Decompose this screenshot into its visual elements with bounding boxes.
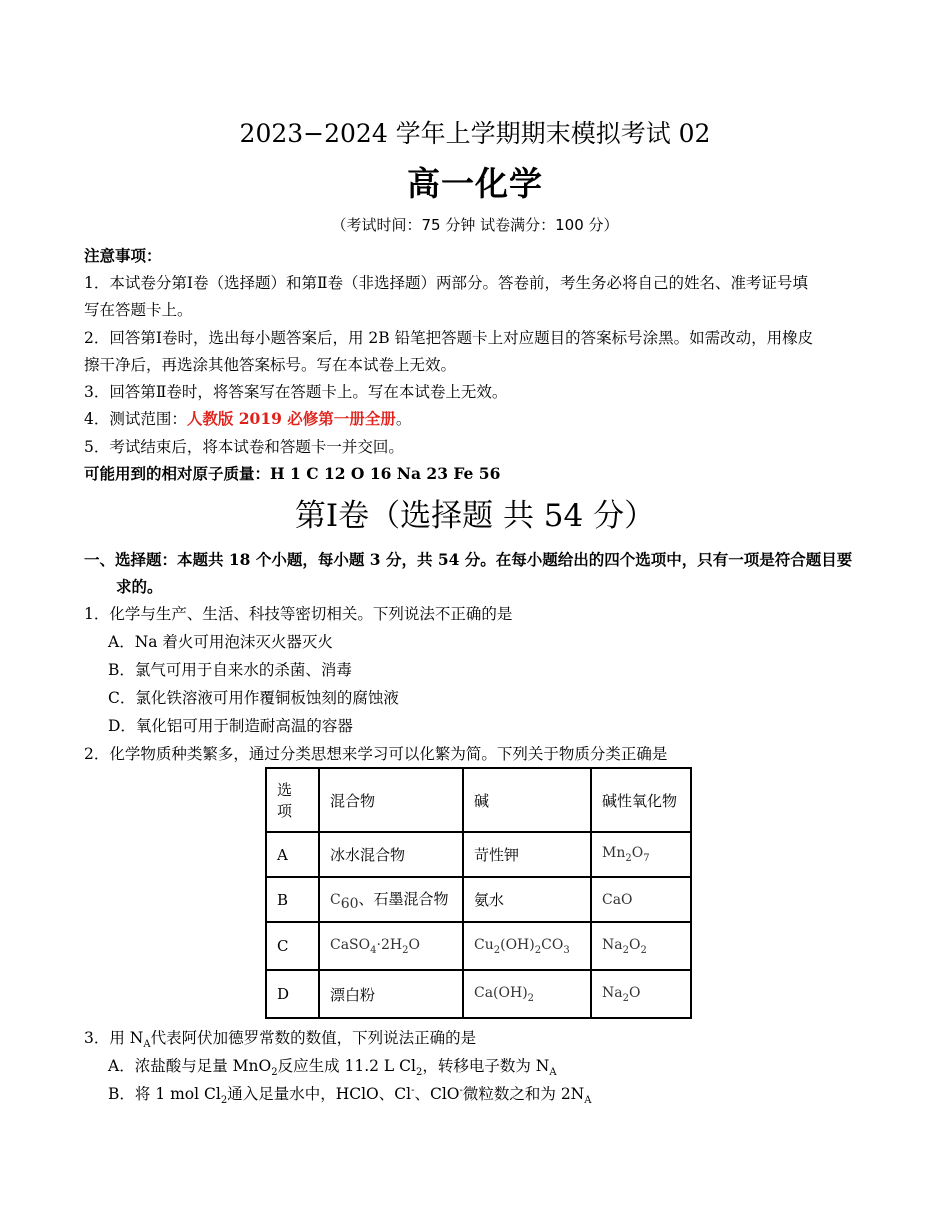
notes-item-4 bbox=[84, 407, 411, 429]
q3-option-b: B．将 1 mol $Cl_2$通入足量水中，HClO、Cl-、ClO-微粒数之和为 $2N_A$ bbox=[108, 1084, 592, 1107]
notes-item-4-prefix: 4．测试范围： bbox=[84, 410, 187, 428]
option-label: D bbox=[266, 970, 319, 1018]
notes-item-2b: 擦干净后，再选涂其他答案标号。写在本试卷上无效。 bbox=[84, 356, 457, 374]
notes-item-1b: 写在答题卡上。 bbox=[84, 301, 193, 319]
header-base: 碱 bbox=[463, 768, 591, 832]
base-cell: $Cu_2(OH)_2CO_3$ bbox=[463, 922, 591, 970]
oxide-cell: $Mn_2O_7$ bbox=[591, 832, 691, 877]
atomic-masses-label: 可能用到的相对原子质量： bbox=[84, 465, 271, 483]
oxide-cell: $Na_2O_2$ bbox=[591, 922, 691, 970]
q3-stem: 3．用 $N_A$代表阿伏加德罗常数的数值，下列说法正确的是 bbox=[84, 1029, 477, 1051]
table-row bbox=[266, 970, 691, 1018]
header-option: 选 项 bbox=[266, 768, 319, 832]
table-row bbox=[266, 832, 691, 877]
q1-option-c: C．氯化铁溶液可用作覆铜板蚀刻的腐蚀液 bbox=[108, 689, 399, 707]
mixture-cell: $CaSO_4\cdot 2H_2O$ bbox=[319, 922, 463, 970]
base-cell: 苛性钾 bbox=[463, 832, 591, 877]
base-cell: $Ca(OH)_2$ bbox=[463, 970, 591, 1018]
notes-item-1a: 1．本试卷分第Ⅰ卷（选择题）和第Ⅱ卷（非选择题）两部分。答卷前，考生务必将自己的姓名、准考证号填 bbox=[84, 274, 809, 292]
table-row bbox=[266, 922, 691, 970]
atomic-masses bbox=[84, 462, 500, 484]
notes-item-4-suffix: 。 bbox=[395, 410, 412, 428]
oxide-cell: $Na_2O$ bbox=[591, 970, 691, 1018]
q2-classification-table bbox=[265, 767, 692, 1019]
section-instructions-2: 求的。 bbox=[116, 577, 163, 596]
exam-meta: （考试时间：75 分钟 试卷满分：100 分） bbox=[331, 216, 619, 234]
section-instructions-1: 一、选择题：本题共 18 个小题，每小题 3 分，共 54 分。在每小题给出的四个选项中，只有一项是符合题目要 bbox=[84, 550, 853, 569]
table-row bbox=[266, 877, 691, 922]
q1-stem: 1．化学与生产、生活、科技等密切相关。下列说法不正确的是 bbox=[84, 605, 513, 623]
q1-option-d: D．氧化铝可用于制造耐高温的容器 bbox=[108, 717, 353, 735]
atomic-masses-values: H 1 C 12 O 16 Na 23 Fe 56 bbox=[270, 464, 501, 483]
oxide-cell: CaO bbox=[591, 877, 691, 922]
option-label: C bbox=[266, 922, 319, 970]
exam-title: 2023−2024 学年上学期期末模拟考试 02 bbox=[239, 119, 711, 148]
notes-item-3: 3．回答第Ⅱ卷时，将答案写在答题卡上。写在本试卷上无效。 bbox=[84, 383, 508, 401]
notes-item-5: 5．考试结束后，将本试卷和答题卡一并交回。 bbox=[84, 438, 404, 456]
test-scope-highlight: 人教版 2019 必修第一册全册 bbox=[186, 409, 396, 428]
q1-option-b: B．氯气可用于自来水的杀菌、消毒 bbox=[108, 661, 352, 679]
q1-option-a: A．Na 着火可用泡沫灭火器灭火 bbox=[108, 633, 333, 651]
option-label: B bbox=[266, 877, 319, 922]
q2-stem: 2．化学物质种类繁多，通过分类思想来学习可以化繁为简。下列关于物质分类正确是 bbox=[84, 745, 668, 763]
base-cell: 氨水 bbox=[463, 877, 591, 922]
mixture-cell: 漂白粉 bbox=[319, 970, 463, 1018]
notes-heading: 注意事项： bbox=[84, 247, 162, 265]
header-basic-oxide: 碱性氧化物 bbox=[591, 768, 691, 832]
option-label: A bbox=[266, 832, 319, 877]
subject-title: 高一化学 bbox=[407, 164, 543, 203]
header-mixture: 混合物 bbox=[319, 768, 463, 832]
notes-item-2a: 2．回答第Ⅰ卷时，选出每小题答案后，用 2B 铅笔把答题卡上对应题目的答案标号涂黑。如需改动，用橡皮 bbox=[84, 329, 814, 347]
q3-option-a: A．浓盐酸与足量 MnO$_2$反应生成 11.2 L $Cl_2$，转移电子数为 $N_A$ bbox=[108, 1057, 557, 1079]
mixture-cell: 冰水混合物 bbox=[319, 832, 463, 877]
table-header-row bbox=[266, 768, 691, 832]
mixture-cell: $C_{60}$、石墨混合物 bbox=[319, 877, 463, 922]
volume-title: 第Ⅰ卷（选择题 共 54 分） bbox=[294, 498, 656, 534]
